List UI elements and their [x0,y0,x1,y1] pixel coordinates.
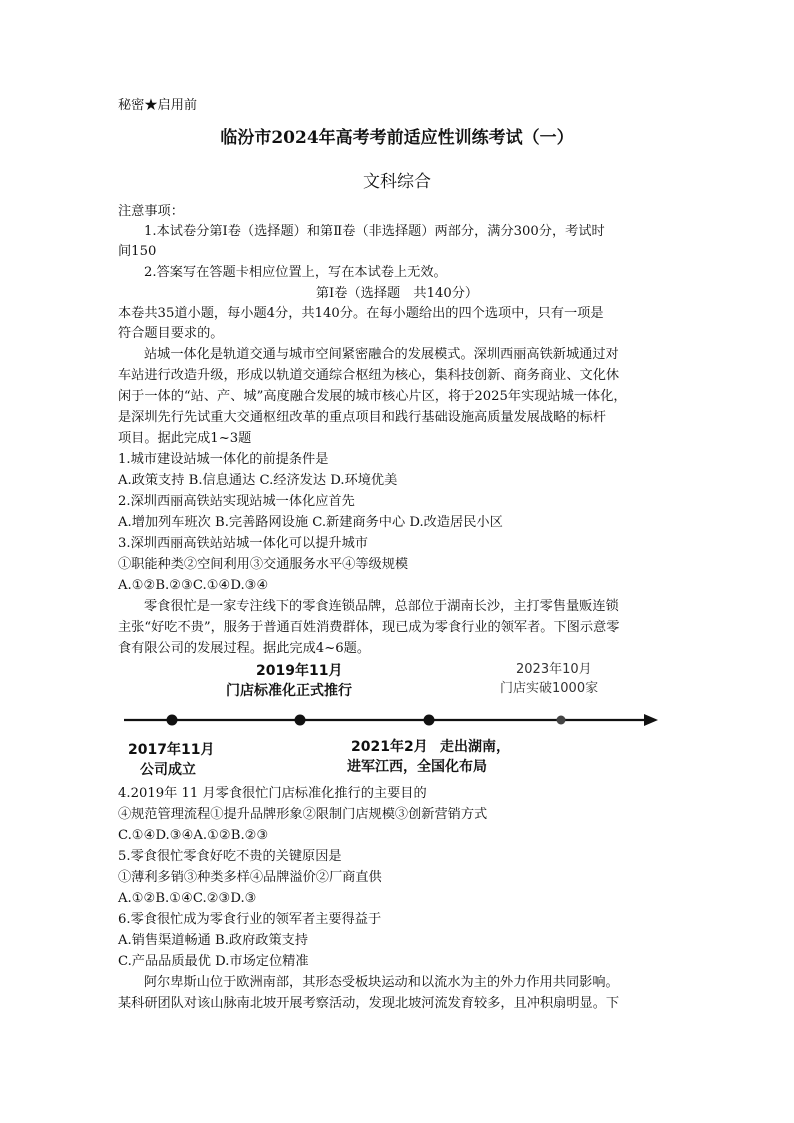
timeline-svg [118,656,678,782]
notes-item-2: 2.答案写在答题卡相应位置上，写在本试卷上无效。 [144,265,447,280]
event-2021-date: 2021年2月 [351,739,428,755]
timeline-arrow-icon [644,714,658,726]
event-2021-text-2: 进军江西，全国化布局 [347,759,487,775]
question-3-stem: 3.深圳西丽高铁站站城一体化可以提升城市 [118,536,368,551]
question-4-stem: 4.2019年 11 月零食很忙门店标准化推行的主要目的 [118,786,427,801]
passage1-line: 车站进行改造升级，形成以轨道交通综合枢纽为核心，集科技创新、商务商业、文化休 [118,368,620,383]
passage1-line: 站城一体化是轨道交通与城市空间紧密融合的发展模式。深圳西丽高铁新城通过对 [144,347,619,362]
timeline-dot [424,715,435,726]
part1-desc-cont: 符合题目要求的。 [118,326,224,341]
passage3-line: 某科研团队对该山脉南北坡开展考察活动，发现北坡河流发育较多，且冲积扇明显。下 [118,996,620,1011]
question-1-stem: 1.城市建设站城一体化的前提条件是 [118,452,329,467]
passage1-line: 闲于一体的“站、产、城”高度融合发展的城市核心片区，将于2025年实现站城一体化， [118,389,627,404]
timeline-dot [167,715,178,726]
notes-item-1: 1.本试卷分第Ⅰ卷（选择题）和第Ⅱ卷（非选择题）两部分，满分300分，考试时 [144,224,605,239]
event-2017-date: 2017年11月 [128,742,215,758]
notes-item-1-cont: 间150 [118,244,157,259]
passage2-line: 食有限公司的发展过程。据此完成4~6题。 [118,641,371,656]
question-4-options: C.①④D.③④A.①②B.②③ [118,828,269,843]
passage3-line: 阿尔卑斯山位于欧洲南部，其形态受板块运动和以流水为主的外力作用共同影响。 [144,975,619,990]
part1-heading: 第Ⅰ卷（选择题 共140分） [315,286,479,301]
timeline-dot [557,716,566,725]
passage1-line: 项目。据此完成1~3题 [118,431,252,446]
event-2023-text: 门店实破1000家 [500,681,599,696]
secret-label: 秘密★启用前 [118,98,198,113]
event-2019-date: 2019年11月 [256,663,343,679]
event-2019-text: 门店标准化正式推行 [226,683,352,699]
question-5-options: A.①②B.①④C.②③D.③ [118,891,257,906]
notes-heading: 注意事项： [118,204,184,219]
question-1-options: A.政策支持 B.信息通达 C.经济发达 D.环境优美 [118,473,398,488]
question-2-options: A.增加列车班次 B.完善路网设施 C.新建商务中心 D.改造居民小区 [118,515,503,530]
question-4-choices: ④规范管理流程①提升品牌形象②限制门店规模③创新营销方式 [118,807,488,822]
event-2017-text: 公司成立 [140,762,196,778]
question-5-choices: ①薄利多销③种类多样④品牌溢价②厂商直供 [118,870,382,885]
exam-title: 临汾市2024年高考考前适应性训练考试（一） [220,128,574,148]
passage2-line: 零食很忙是一家专注线下的零食连锁品牌，总部位于湖南长沙，主打零售量贩连锁 [144,599,619,614]
passage1-line: 是深圳先行先试重大交通枢纽改革的重点项目和践行基础设施高质量发展战略的标杆 [118,410,606,425]
event-2023-date: 2023年10月 [516,662,592,677]
passage2-line: 主张“好吃不贵”，服务于普通百姓消费群体，现已成为零食行业的领军者。下图示意零 [118,620,620,635]
timeline-dot [295,715,306,726]
subject-title: 文科综合 [363,172,431,192]
company-timeline-figure [118,656,678,782]
question-2-stem: 2.深圳西丽高铁站实现站城一体化应首先 [118,494,355,509]
question-3-options: A.①②B.②③C.①④D.③④ [118,578,269,593]
question-6-options-cont: C.产品品质最优 D.市场定位精准 [118,954,309,969]
question-5-stem: 5.零食很忙零食好吃不贵的关键原因是 [118,849,342,864]
question-6-options: A.销售渠道畅通 B.政府政策支持 [118,933,309,948]
question-3-choices: ①职能种类②空间利用③交通服务水平④等级规模 [118,557,409,572]
question-6-stem: 6.零食很忙成为零食行业的领军者主要得益于 [118,912,382,927]
event-2021-text: 走出湖南， [440,739,510,755]
part1-desc: 本卷共35道小题，每小题4分，共140分。在每小题给出的四个选项中，只有一项是 [118,306,604,321]
